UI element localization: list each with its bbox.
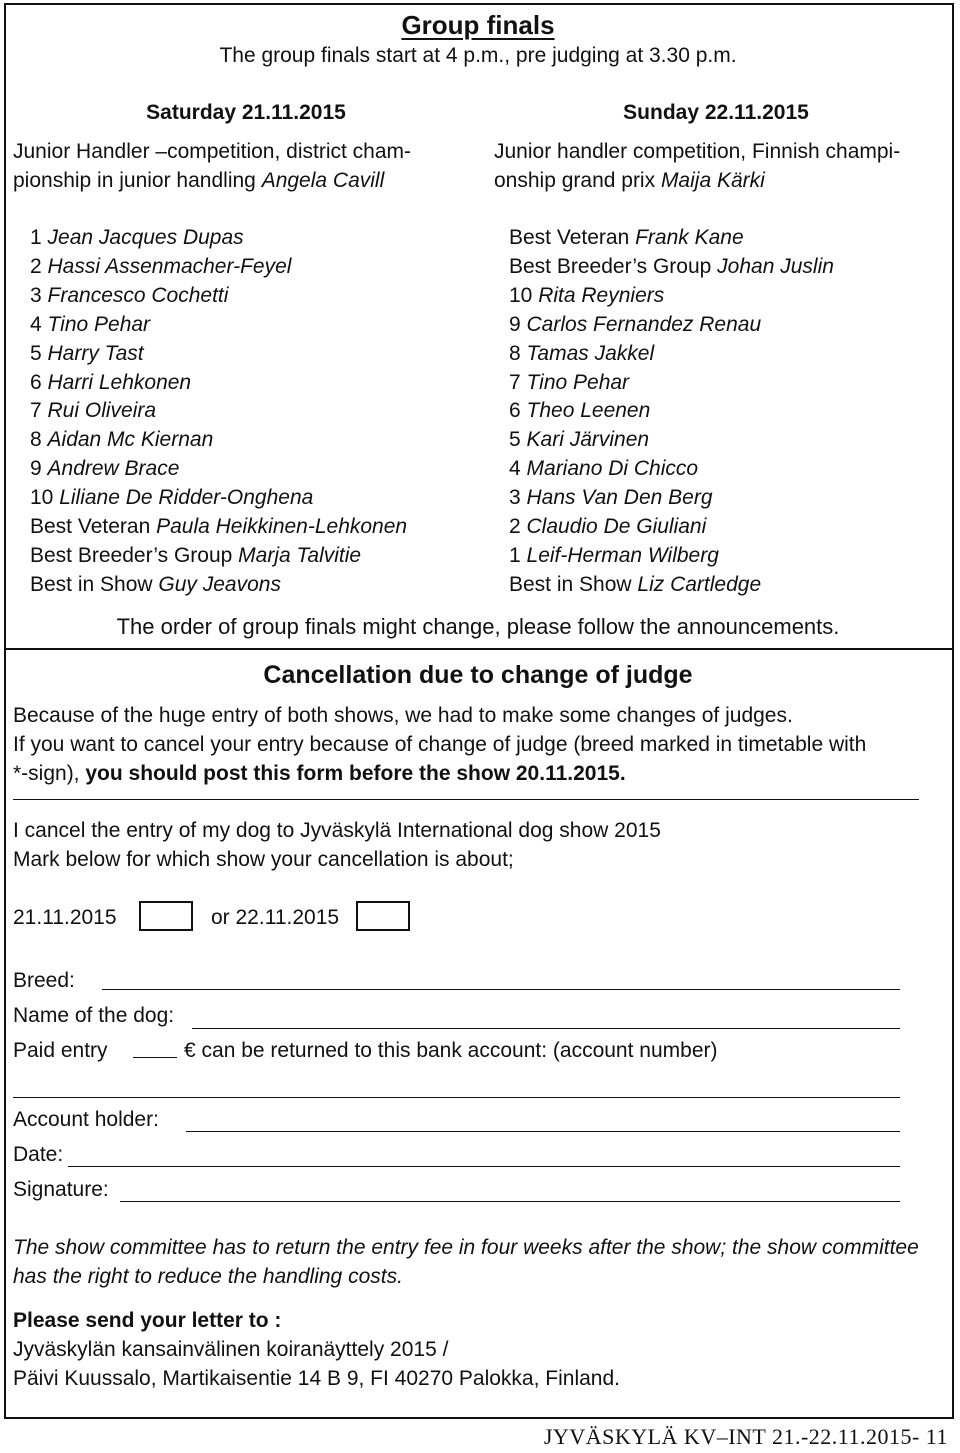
sunday-jh-judge: Maija Kärki bbox=[660, 169, 765, 192]
list-item: 10 Liliane De Ridder-Onghena bbox=[30, 486, 314, 510]
list-item: 5 Harry Tast bbox=[30, 341, 144, 365]
list-item: 5 Kari Järvinen bbox=[509, 428, 650, 452]
saturday-heading: Saturday 21.11.2015 bbox=[146, 101, 346, 124]
list-item: 1 Leif-Herman Wilberg bbox=[509, 543, 719, 567]
list-item: 7 Tino Pehar bbox=[509, 370, 630, 394]
saturday-jh-judge: Angela Cavill bbox=[261, 169, 385, 192]
dog-name-field[interactable] bbox=[192, 1028, 900, 1029]
address-line2: Päivi Kuussalo, Martikaisentie 14 B 9, FI 40270 Palokka, Finland. bbox=[13, 1367, 620, 1390]
list-item: Best Breeder’s Group Johan Juslin bbox=[509, 254, 834, 278]
checkbox-date1[interactable] bbox=[139, 901, 193, 931]
address-line1: Jyväskylän kansainvälinen koiranäyttely 2015 / bbox=[13, 1338, 449, 1361]
saturday-group-list bbox=[30, 224, 407, 600]
page-footer: JYVÄSKYLÄ KV–INT 21.-22.11.2015- 11 bbox=[543, 1424, 948, 1449]
list-item: 9 Carlos Fernandez Renau bbox=[509, 312, 762, 336]
group-finals-subtitle: The group finals start at 4 p.m., pre judging at 3.30 p.m. bbox=[219, 44, 737, 67]
sunday-jh-line2 bbox=[494, 166, 900, 195]
paid-entry-text: € can be returned to this bank account: (account number) bbox=[184, 1039, 718, 1062]
saturday-jh-text: pionship in junior handling bbox=[13, 169, 262, 192]
cancellation-para2-line1: If you want to cancel your entry because of change of judge (breed marked in timetable with bbox=[13, 733, 867, 756]
breed-field[interactable] bbox=[102, 989, 900, 990]
saturday-jh-line2 bbox=[13, 166, 411, 195]
date2-label: or 22.11.2015 bbox=[211, 906, 340, 929]
committee-note-line1: The show committee has to return the entry fee in four weeks after the show; the show committee bbox=[13, 1236, 919, 1259]
list-item: 4 Tino Pehar bbox=[30, 312, 151, 336]
post-deadline: you should post this form before the show 20.11.2015. bbox=[85, 762, 626, 785]
sunday-group-list bbox=[509, 224, 834, 600]
separator-line bbox=[13, 799, 919, 800]
date-label: Date: bbox=[13, 1143, 64, 1166]
sunday-jh-text: onship grand prix bbox=[494, 169, 661, 192]
list-item: Best in Show Guy Jeavons bbox=[30, 572, 281, 596]
list-item: Best Veteran Frank Kane bbox=[509, 226, 744, 249]
list-item: Best in Show Liz Cartledge bbox=[509, 572, 762, 596]
paid-entry-label: Paid entry bbox=[13, 1039, 108, 1062]
saturday-jh-line1: Junior Handler –competition, district cham- bbox=[13, 140, 411, 163]
dog-name-label: Name of the dog: bbox=[13, 1004, 175, 1027]
list-item: 3 Hans Van Den Berg bbox=[509, 486, 713, 510]
date-field[interactable] bbox=[68, 1166, 900, 1167]
para2-text: *-sign), bbox=[13, 762, 86, 785]
sunday-junior-handler bbox=[494, 137, 900, 195]
form-intro-line2: Mark below for which show your cancellation is about; bbox=[13, 848, 514, 871]
sunday-jh-line1: Junior handler competition, Finnish champi- bbox=[494, 140, 901, 163]
list-item: 10 Rita Reyniers bbox=[509, 283, 665, 307]
breed-label: Breed: bbox=[13, 969, 75, 992]
list-item: Best Breeder’s Group Marja Talvitie bbox=[30, 543, 362, 567]
list-item: 1 Jean Jacques Dupas bbox=[30, 226, 244, 249]
account-holder-label: Account holder: bbox=[13, 1108, 159, 1131]
paid-entry-amount-field[interactable] bbox=[133, 1057, 177, 1058]
list-item: 7 Rui Oliveira bbox=[30, 399, 157, 423]
sunday-heading: Sunday 22.11.2015 bbox=[623, 101, 809, 124]
date1-label: 21.11.2015 bbox=[13, 906, 117, 929]
account-number-field[interactable] bbox=[13, 1097, 900, 1098]
list-item: 8 Tamas Jakkel bbox=[509, 341, 655, 365]
list-item: 2 Claudio De Giuliani bbox=[509, 515, 707, 539]
list-item: Best Veteran Paula Heikkinen-Lehkonen bbox=[30, 515, 408, 539]
cancellation-title: Cancellation due to change of judge bbox=[263, 661, 693, 689]
form-intro-line1: I cancel the entry of my dog to Jyväskylä International dog show 2015 bbox=[13, 819, 661, 842]
saturday-junior-handler bbox=[13, 137, 411, 195]
list-item: 6 Harri Lehkonen bbox=[30, 370, 192, 394]
checkbox-date2[interactable] bbox=[356, 901, 410, 931]
list-item: 4 Mariano Di Chicco bbox=[509, 457, 699, 481]
list-item: 8 Aidan Mc Kiernan bbox=[30, 428, 214, 452]
group-finals-note: The order of group finals might change, please follow the announcements. bbox=[116, 614, 840, 639]
signature-field[interactable] bbox=[120, 1201, 900, 1202]
list-item: 6 Theo Leenen bbox=[509, 399, 651, 423]
list-item: 3 Francesco Cochetti bbox=[30, 283, 229, 307]
group-finals-title: Group finals bbox=[401, 10, 555, 40]
list-item: 9 Andrew Brace bbox=[30, 457, 180, 481]
account-holder-field[interactable] bbox=[186, 1131, 900, 1132]
send-letter-label: Please send your letter to : bbox=[13, 1309, 282, 1332]
committee-note-line2: has the right to reduce the handling costs. bbox=[13, 1265, 403, 1288]
cancellation-para1: Because of the huge entry of both shows, we had to make some changes of judges. bbox=[13, 704, 793, 727]
cancellation-para2-line2 bbox=[13, 759, 626, 788]
list-item: 2 Hassi Assenmacher-Feyel bbox=[30, 254, 292, 278]
signature-label: Signature: bbox=[13, 1178, 109, 1201]
